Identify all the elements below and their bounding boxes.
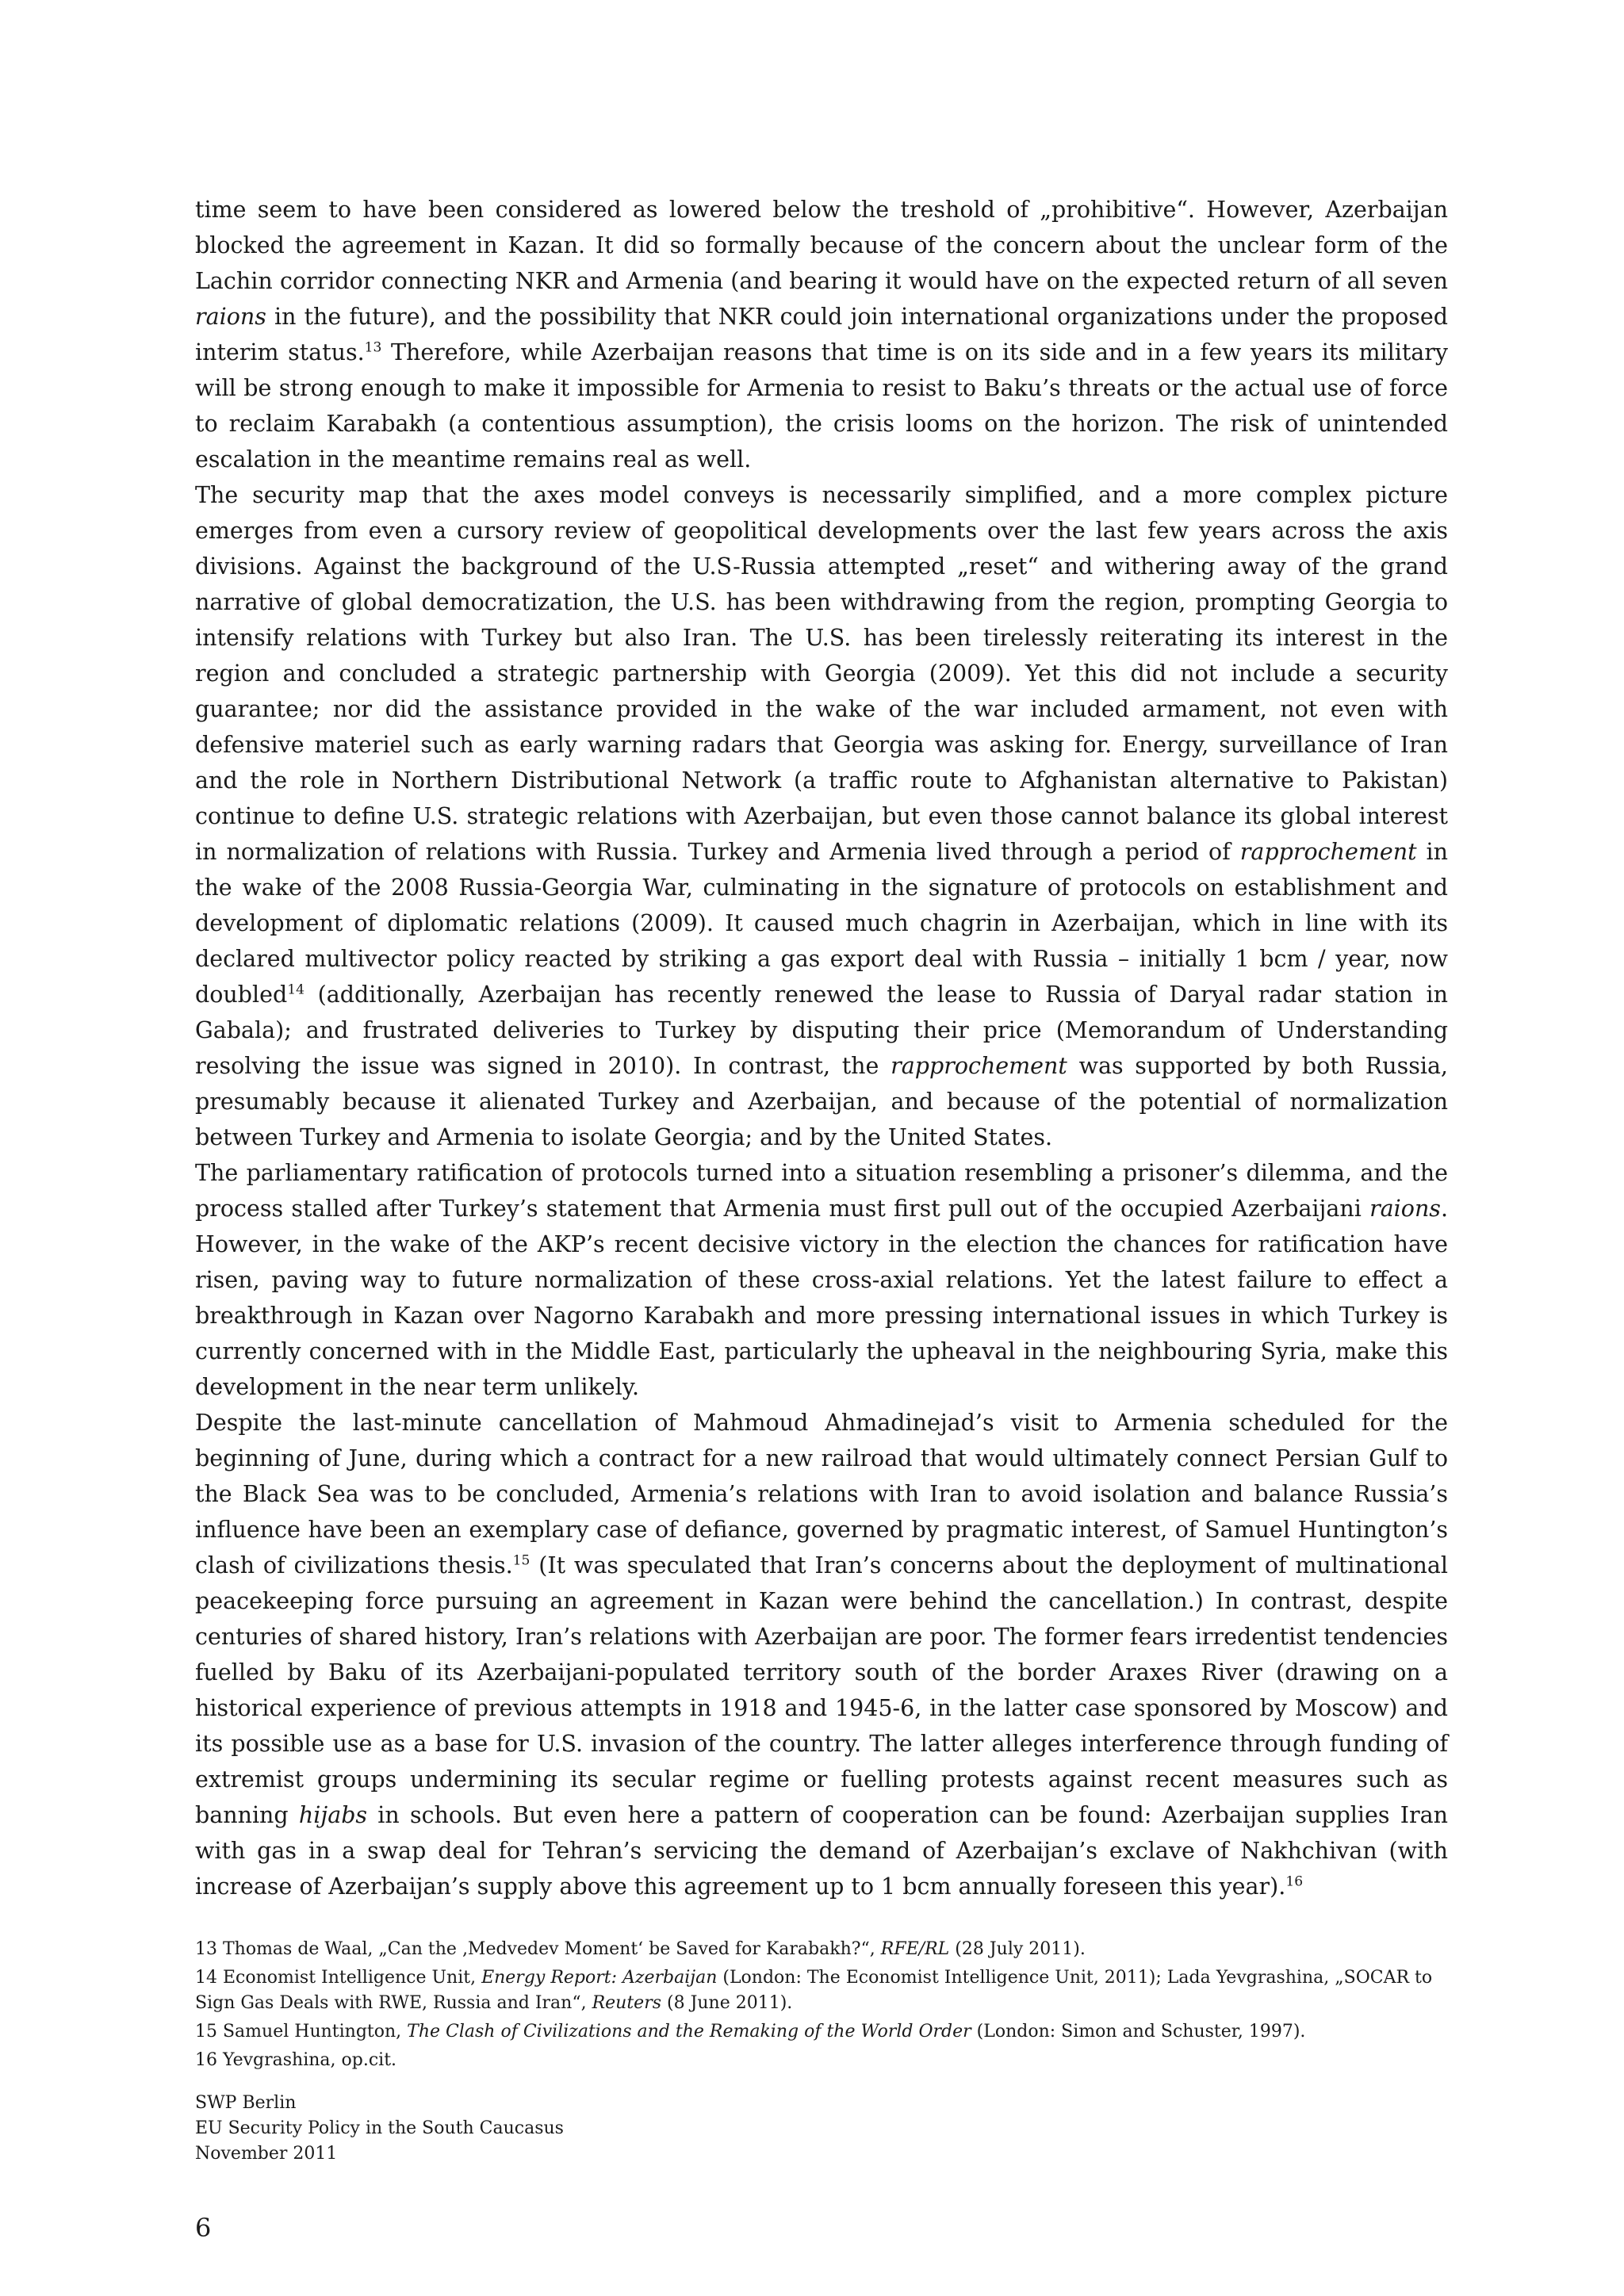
italic-text: raions [1369,1196,1441,1222]
text-run: 15 Samuel Huntington, [195,2022,408,2042]
italic-text: RFE/RL [880,1939,950,1959]
text-run: (28 July 2011). [949,1939,1086,1959]
footnote-reference: 16 [1285,1873,1304,1890]
italic-text: raions [195,304,266,330]
footnote [195,2019,1448,2045]
text-run: (London: Simon and Schuster, 1997). [971,2022,1306,2042]
italic-text: Energy Report: Azerbaijan [481,1968,718,1988]
footer-date: November 2011 [195,2144,338,2164]
footnote-reference: 14 [287,982,304,998]
paragraph [195,1155,1448,1405]
footer-publisher: SWP Berlin [195,2093,297,2113]
text-run: Therefore, while Azerbaijan reasons that time is on its side and in a few years its military will be strong enough to make it impossible for Armenia to resist to Baku’s threats or the actual use of force to reclaim Karabakh (a contentious assumption), the crisis looms on the horizon. The risk of unintended escalation in the meantime remains real as well. [195,339,1448,473]
text-run: Despite the last-minute cancellation of Mahmoud Ahmadinejad’s visit to Armenia scheduled for the beginning of June, during which a contract for a new railroad that would ultimately connect Persian Gulf to the Black Sea was to be concluded, Armenia’s relations with Iran to avoid isolation and balance Russia’s influence have been an exemplary case of defiance, governed by pragmatic interest, of Samuel Huntington’s clash of civilizations thesis. [195,1410,1448,1578]
footnote [195,1965,1448,2016]
text-run: in schools. But even here a pattern of cooperation can be found: Azerbaijan supplies Iran with gas in a swap deal for Tehran’s servicing the demand of Azerbaijan’s exclave of Nakhchivan (with increase of Azerbaijan’s supply above this agreement up to 1 bcm annually foreseen this year). [195,1802,1448,1900]
text-run: time seem to have been considered as lowered below the treshold of „prohibitive“. However, Azerbaijan blocked the agreement in Kazan. It did so formally because of the concern about the unclear form of the Lachin corridor connecting NKR and Armenia (and bearing it would have on the expected return of all seven [195,197,1448,294]
text-run: was supported by both Russia, presumably because it alienated Turkey and Azerbaijan, and because of the potential of normalization between Turkey and Armenia to isolate Georgia; and by the United States. [195,1053,1448,1150]
text-run: (8 June 2011). [661,1993,793,2013]
italic-text: hijabs [298,1802,368,1828]
text-run: in the wake of the 2008 Russia-Georgia War, culminating in the signature of protocols on establishment and development of diplomatic relations (2009). It caused much chagrin in Azerbaijan, which in line with its declared multivector policy reacted by striking a gas export deal with Russia – initially 1 bcm / year, now doubled [195,839,1448,1008]
text-run: . However, in the wake of the AKP’s recent decisive victory in the election the chances for ratification have risen, paving way to future normalization of these cross-axial relations. Yet the latest failure to effect a breakthrough in Kazan over Nagorno Karabakh and more pressing international issues in which Turkey is currently concerned with in the Middle East, particularly the upheaval in the neighbouring Syria, make this development in the near term unlikely. [195,1196,1448,1400]
body-text [195,192,1448,1904]
text-run: in the future), and the possibility that NKR could join international organizations under the proposed interim status. [195,304,1448,365]
paragraph [195,477,1448,1155]
paragraph [195,192,1448,477]
text-run: 14 Economist Intelligence Unit, [195,1968,482,1988]
italic-text: rapprochement [1239,839,1417,865]
italic-text: rapprochement [891,1053,1067,1079]
paragraph [195,1405,1448,1904]
text-run: 13 Thomas de Waal, „Can the ‚Medvedev Moment‘ be Saved for Karabakh?“, [195,1939,881,1959]
italic-text: The Clash of Civilizations and the Remaking of the World Order [407,2022,971,2042]
text-run: (London: The Economist Intelligence Unit, 2011); Lada Yevgrashina, „SOCAR to Sign Gas Deals with RWE, Russia and Iran“, [195,1968,1433,2013]
text-run: (additionally, Azerbaijan has recently renewed the lease to Russia of Daryal radar station in Gabala); and frustrated deliveries to Turkey by disputing their price (Memorandum of Understanding resolving the issue was signed in 2010). In contrast, the [195,982,1448,1079]
text-run: (It was speculated that Iran’s concerns about the deployment of multinational peacekeeping force pursuing an agreement in Kazan were behind the cancellation.) In contrast, despite centuries of shared history, Iran’s relations with Azerbaijan are poor. The former fears irredentist tendencies fuelled by Baku of its Azerbaijani-populated territory south of the border Araxes River (drawing on a historical experience of previous attempts in 1918 and 1945-6, in the latter case sponsored by Moscow) and its possible use as a base for U.S. invasion of the country. The latter alleges interference through funding of extremist groups undermining its secular regime or fuelling protests against recent measures such as banning [195,1552,1448,1828]
text-run: The parliamentary ratification of protocols turned into a situation resembling a prisoner’s dilemma, and the process stalled after Turkey’s statement that Armenia must first pull out of the occupied Azerbaijani [195,1160,1448,1222]
footnotes [195,1937,1448,2076]
footnote-reference: 15 [512,1552,530,1569]
text-run: 16 Yevgrashina, op.cit. [195,2050,397,2070]
page-footer [195,2091,564,2167]
footnote-reference: 13 [364,339,382,356]
italic-text: Reuters [592,1993,661,2013]
footnote [195,2048,1448,2073]
footnote [195,1937,1448,1962]
footer-title: EU Security Policy in the South Caucasus [195,2118,564,2138]
page-number: 6 [195,2213,212,2243]
text-run: The security map that the axes model conveys is necessarily simplified, and a more complex picture emerges from even a cursory review of geopolitical developments over the last few years across the axis divisions. Against the background of the U.S-Russia attempted „reset“ and withering away of the grand narrative of global democratization, the U.S. has been withdrawing from the region, prompting Georgia to intensify relations with Turkey but also Iran. The U.S. has been tirelessly reiterating its interest in the region and concluded a strategic partnership with Georgia (2009). Yet this did not include a security guarantee; nor did the assistance provided in the wake of the war included armament, not even with defensive materiel such as early warning radars that Georgia was asking for. Energy, surveillance of Iran and the role in Northern Distributional Network (a traffic route to Afghanistan alternative to Pakistan) continue to define U.S. strategic relations with Azerbaijan, but even those cannot balance its global interest in normalization of relations with Russia. Turkey and Armenia lived through a period of [195,482,1448,865]
